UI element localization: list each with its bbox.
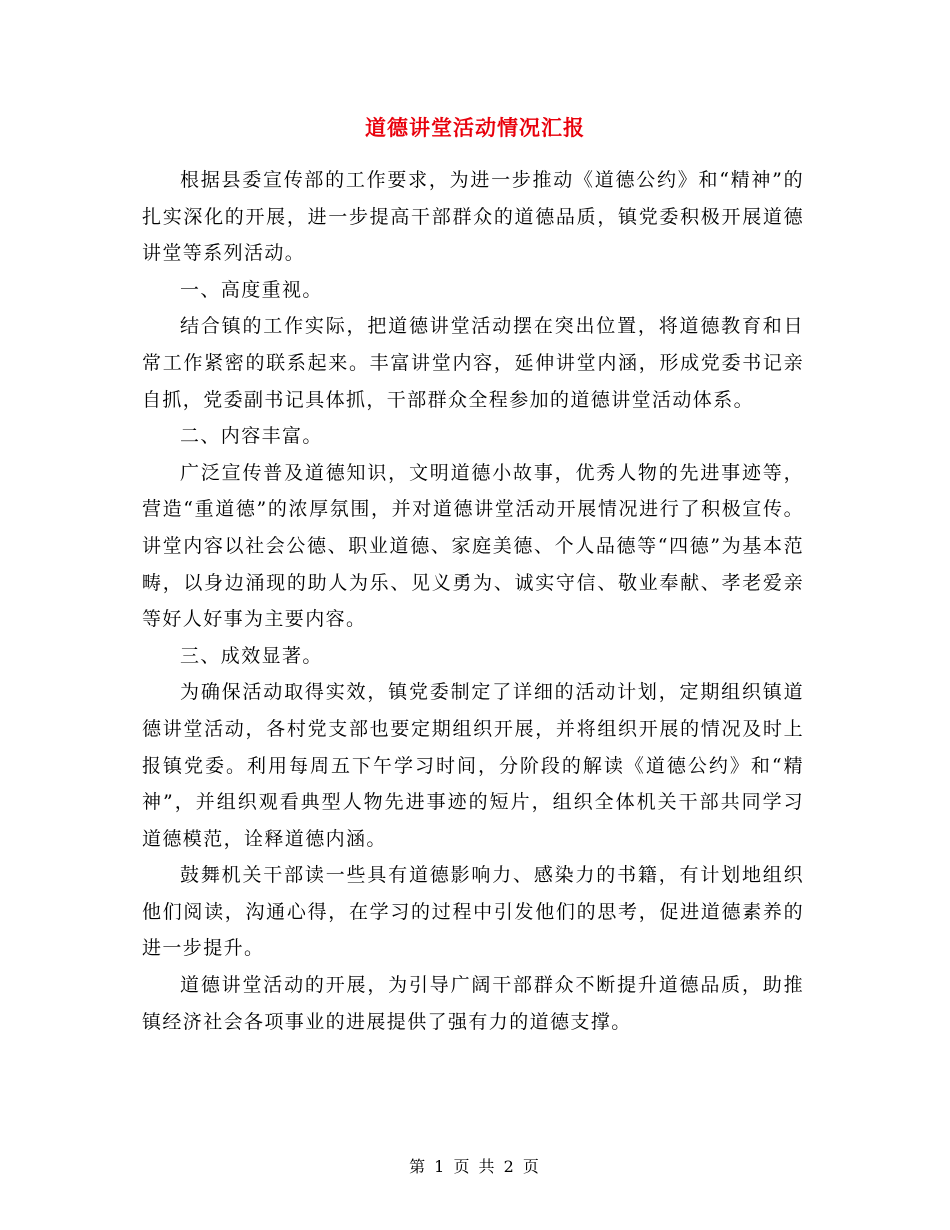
page-footer — [0, 1154, 950, 1177]
paragraph-conclusion: 道德讲堂活动的开展，为引导广阔干部群众不断提升道德品质，助推镇经济社会各项事业的进展提供了强有力的道德支撑。 — [142, 974, 804, 1033]
paragraph-intro: 根据县委宣传部的工作要求，为进一步推动《道德公约》和“精神”的扎实深化的开展，进一步提高干部群众的道德品质，镇党委积极开展道德讲堂等系列活动。 — [142, 169, 804, 265]
paragraph-section-3a: 为确保活动取得实效，镇党委制定了详细的活动计划，定期组织镇道德讲堂活动，各村党支部也要定期组织开展，并将组织开展的情况及时上报镇党委。利用每周五下午学习时间，分阶段的解读《道德公约》和“精神”，并组织观看典型人物先进事迹的短片，组织全体机关干部共同学习道德模范，诠释道德内涵。 — [142, 681, 804, 850]
document-title: 道德讲堂活动情况汇报 — [365, 115, 585, 140]
section-heading-1: 一、高度重视。 — [180, 278, 323, 301]
section-heading-2: 二、内容丰富。 — [180, 425, 323, 448]
paragraph-section-2: 广泛宣传普及道德知识，文明道德小故事，优秀人物的先进事迹等，营造“重道德”的浓厚氛围，并对道德讲堂活动开展情况进行了积极宣传。讲堂内容以社会公德、职业道德、家庭美德、个人品德等“四德”为基本范畴，以身边涌现的助人为乐、见义勇为、诚实守信、敬业奉献、孝老爱亲等好人好事为主要内容。 — [142, 461, 804, 631]
paragraph-section-1: 结合镇的工作实际，把道德讲堂活动摆在突出位置，将道德教育和日常工作紧密的联系起来。丰富讲堂内容，延伸讲堂内涵，形成党委书记亲自抓，党委副书记具体抓，干部群众全程参加的道德讲堂活动体系。 — [142, 315, 804, 411]
document-body — [142, 162, 804, 1040]
page-number-label: 第 1 页 共 2 页 — [409, 1157, 541, 1176]
paragraph-section-3b: 鼓舞机关干部读一些具有道德影响力、感染力的书籍，有计划地组织他们阅读，沟通心得，在学习的过程中引发他们的思考，促进道德素养的进一步提升。 — [142, 864, 804, 960]
section-heading-3: 三、成效显著。 — [180, 644, 323, 667]
